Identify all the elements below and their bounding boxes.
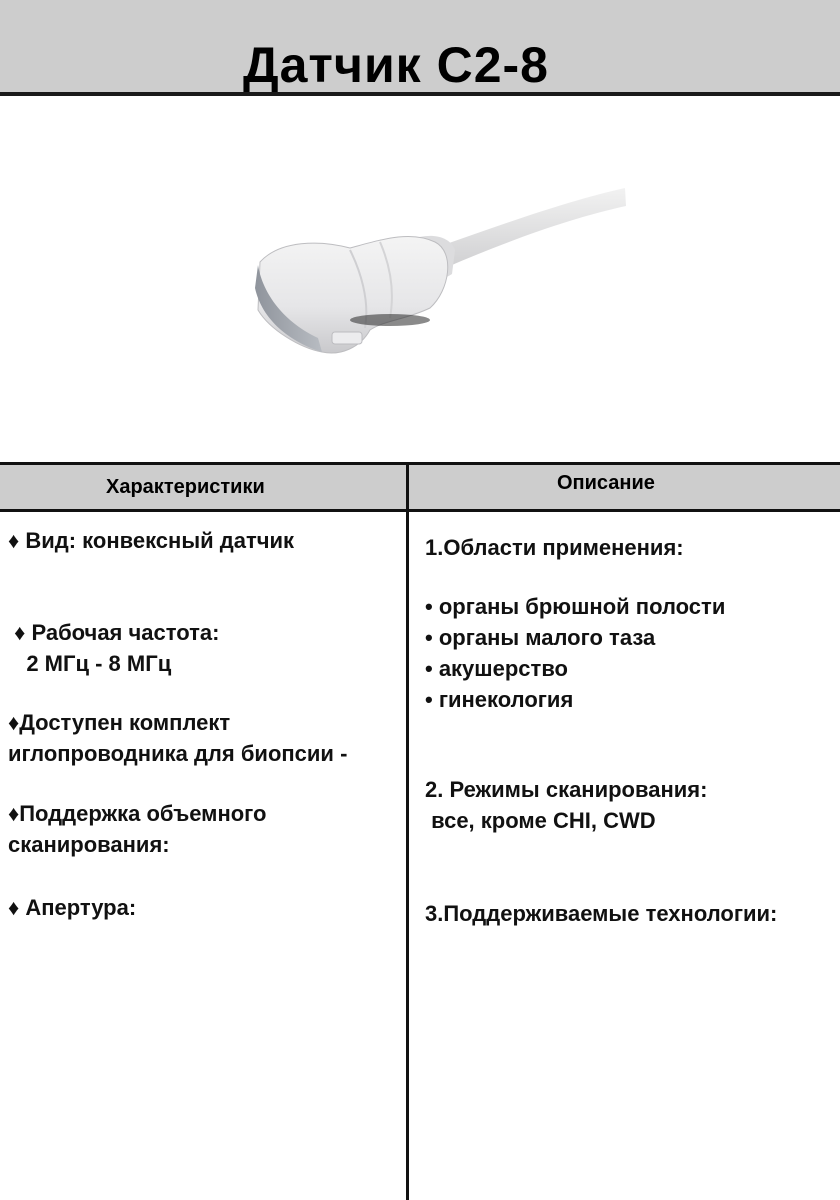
list-item: • органы брюшной полости: [425, 594, 726, 619]
spec-volume-line1: ♦Поддержка объемного: [8, 801, 267, 826]
ultrasound-probe-image: [240, 170, 640, 380]
spec-frequency-value: 2 МГц - 8 МГц: [8, 651, 172, 676]
spec-frequency-label: ♦ Рабочая частота:: [8, 620, 220, 645]
modes-title: 2. Режимы сканирования:: [425, 777, 708, 802]
header-description: Описание: [557, 472, 655, 494]
applications-title: 1.Области применения:: [425, 535, 684, 560]
list-item: • гинекология: [425, 687, 574, 712]
table-column-divider: [406, 462, 409, 1200]
technologies-title: 3.Поддерживаемые технологии:: [425, 901, 778, 926]
page-title: Датчик С2-8: [243, 37, 549, 93]
spec-aperture: ♦ Апертура:: [8, 895, 137, 920]
spec-biopsy-line1: ♦Доступен комплект: [8, 710, 231, 735]
list-item: • органы малого таза: [425, 625, 656, 650]
list-item: • акушерство: [425, 656, 568, 681]
title-banner: [0, 0, 840, 96]
spec-volume-line2: сканирования:: [8, 832, 170, 857]
spec-type: ♦ Вид: конвексный датчик: [8, 528, 295, 553]
modes-value: все, кроме CHI, CWD: [425, 808, 656, 833]
spec-biopsy-line2: иглопроводника для биопсии -: [8, 741, 348, 766]
header-characteristics: Характеристики: [106, 476, 265, 498]
